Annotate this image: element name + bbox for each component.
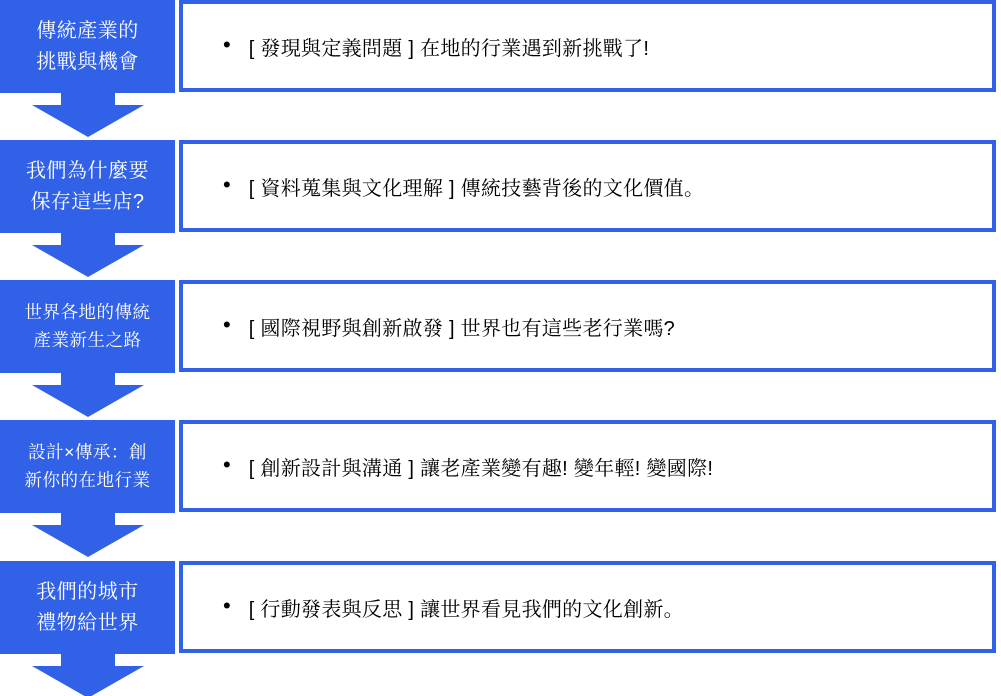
- detail-box: [179, 140, 996, 232]
- stage-title-line: 保存這些店?: [30, 190, 145, 213]
- detail-box: [179, 420, 996, 512]
- stage-title-line: 世界各地的傳統: [24, 302, 151, 323]
- down-arrow-icon: [32, 92, 144, 137]
- stage-title-line: 我們為什麼要: [26, 159, 149, 182]
- stage-box: [0, 280, 175, 373]
- stage-title-line: 挑戰與機會: [36, 50, 139, 73]
- detail-text: [ 資料蒐集與文化理解 ] 傳統技藝背後的文化價值。: [248, 177, 705, 200]
- stage-title-line: 禮物給世界: [36, 611, 139, 634]
- stage-box: [0, 0, 175, 93]
- process-row: [0, 0, 1001, 138]
- bullet-marker: •: [223, 172, 231, 197]
- stage-box: [0, 140, 175, 233]
- bullet-marker: •: [223, 452, 231, 477]
- stage-title-line: 產業新生之路: [33, 329, 142, 350]
- down-arrow-icon: [32, 653, 144, 696]
- process-row: [0, 561, 1001, 696]
- detail-text: [ 行動發表與反思 ] 讓世界看見我們的文化創新。: [248, 598, 684, 621]
- stage-title-line: 傳統產業的: [36, 19, 139, 42]
- stage-box: [0, 561, 175, 654]
- process-row: [0, 420, 1001, 558]
- bullet-marker: •: [223, 32, 231, 57]
- stage-title-line: 我們的城市: [36, 580, 139, 603]
- stage-box: [0, 420, 175, 513]
- detail-box: [179, 280, 996, 372]
- down-arrow-icon: [32, 512, 144, 557]
- process-row: [0, 140, 1001, 278]
- detail-box: [179, 561, 996, 653]
- stage-title-line: 設計×傳承：創: [28, 442, 147, 463]
- stage-title-line: 新你的在地行業: [24, 469, 151, 490]
- bullet-marker: •: [223, 593, 231, 618]
- detail-box: [179, 0, 996, 92]
- process-row: [0, 280, 1001, 418]
- down-arrow-icon: [32, 372, 144, 417]
- down-arrow-icon: [32, 232, 144, 277]
- detail-text: [ 國際視野與創新啟發 ] 世界也有這些老行業嗎?: [248, 317, 676, 340]
- detail-text: [ 創新設計與溝通 ] 讓老產業變有趣! 變年輕! 變國際!: [248, 457, 714, 480]
- detail-text: [ 發現與定義問題 ] 在地的行業遇到新挑戰了!: [248, 37, 650, 60]
- bullet-marker: •: [223, 312, 231, 337]
